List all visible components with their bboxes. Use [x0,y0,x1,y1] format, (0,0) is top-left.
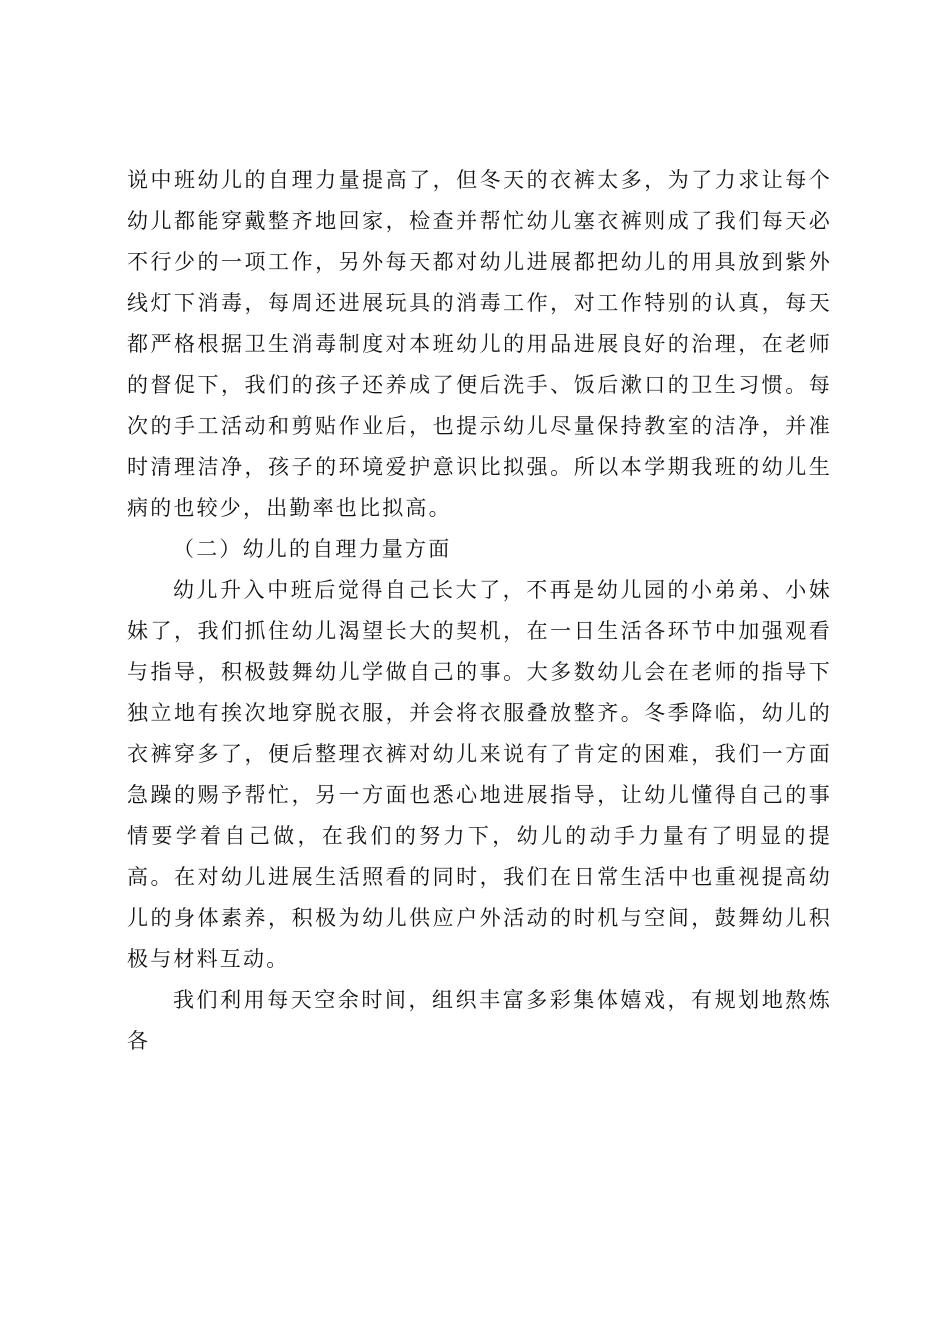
paragraph-hygiene-continued: 说中班幼儿的自理力量提高了，但冬天的衣裤太多，为了力求让每个幼儿都能穿戴整齐地回家，检查并帮忙幼儿塞衣裤则成了我们每天必不行少的一项工作，另外每天都对幼儿进展都把幼儿的用具放到紫外线灯下消毒，每周还进展玩具的消毒工作，对工作特别的认真，每天都严格根据卫生消毒制度对本班幼儿的用品进展良好的治理，在老师的督促下，我们的孩子还养成了便后洗手、饭后漱口的卫生习惯。每次的手工活动和剪贴作业后，也提示幼儿尽量保持教室的洁净，并准时清理洁净，孩子的环境爱护意识比拟强。所以本学期我班的幼儿生病的也较少，出勤率也比拟高。 [127,168,832,520]
document-body [127,160,832,1062]
paragraph-self-care: 幼儿升入中班后觉得自己长大了，不再是幼儿园的小弟弟、小妹妹了，我们抓住幼儿渴望长大的契机，在一日生活各环节中加强观看与指导，积极鼓舞幼儿学做自己的事。大多数幼儿会在老师的指导下独立地有挨次地穿脱衣服，并会将衣服叠放整齐。冬季降临，幼儿的衣裤穿多了，便后整理衣裤对幼儿来说有了肯定的困难，我们一方面急躁的赐予帮忙，另一方面也悉心地进展指导，让幼儿懂得自己的事情要学着自己做，在我们的努力下，幼儿的动手力量有了明显的提高。在对幼儿进展生活照看的同时，我们在日常生活中也重视提高幼儿的身体素养，积极为幼儿供应户外活动的时机与空间，鼓舞幼儿积极与材料互动。 [127,578,832,971]
paragraph-games: 我们利用每天空余时间，组织丰富多彩集体嬉戏，有规划地熬炼各 [127,988,832,1053]
section-heading-self-care: （二）幼儿的自理力量方面 [173,537,452,561]
